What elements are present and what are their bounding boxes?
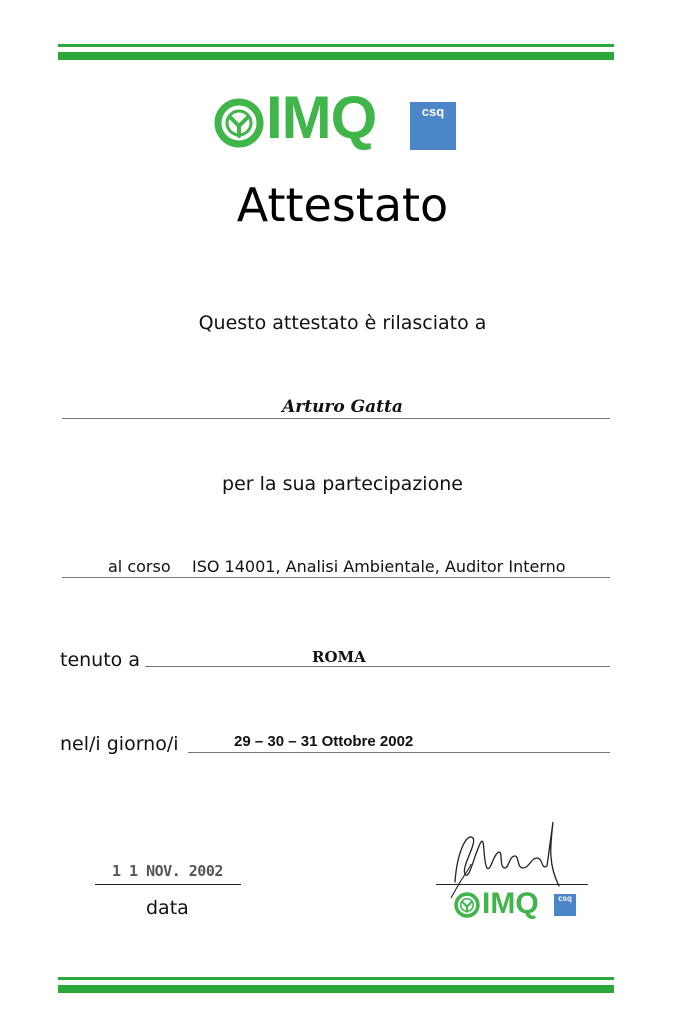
signature-logo-wordmark: IMQ bbox=[482, 887, 539, 920]
signature-logo bbox=[454, 888, 584, 920]
imq-emblem-icon-small bbox=[454, 892, 480, 918]
bottom-band-thick bbox=[58, 985, 614, 993]
issue-date-underline bbox=[95, 884, 241, 885]
dates-underline bbox=[188, 752, 610, 753]
imq-emblem-icon bbox=[214, 98, 264, 148]
top-band-thick bbox=[58, 52, 614, 60]
location-value: ROMA bbox=[312, 648, 366, 666]
location-label: tenuto a bbox=[60, 649, 140, 671]
dates-value: 29 – 30 – 31 Ottobre 2002 bbox=[234, 733, 414, 750]
course-value: ISO 14001, Analisi Ambientale, Auditor Interno bbox=[192, 557, 566, 576]
location-underline bbox=[145, 666, 610, 667]
document-title: Attestato bbox=[236, 178, 449, 232]
participation-text: per la sua partecipazione bbox=[222, 473, 463, 495]
signature-logo-badge: csq bbox=[554, 894, 576, 916]
issue-date-stamp: 1 1 NOV. 2002 bbox=[112, 862, 223, 880]
signature-underline bbox=[436, 884, 588, 885]
header-logo bbox=[214, 84, 459, 151]
course-label: al corso bbox=[108, 557, 171, 576]
logo-wordmark: IMQ bbox=[266, 84, 377, 151]
logo-badge: csq bbox=[410, 102, 456, 150]
recipient-name: Arturo Gatta bbox=[282, 397, 403, 417]
issue-date-label: data bbox=[146, 897, 189, 919]
course-underline bbox=[62, 577, 610, 578]
dates-label: nel/i giorno/i bbox=[60, 733, 179, 755]
intro-text: Questo attestato è rilasciato a bbox=[198, 312, 487, 334]
recipient-underline bbox=[62, 418, 610, 419]
top-band-thin bbox=[58, 44, 614, 47]
bottom-band-thin bbox=[58, 977, 614, 980]
